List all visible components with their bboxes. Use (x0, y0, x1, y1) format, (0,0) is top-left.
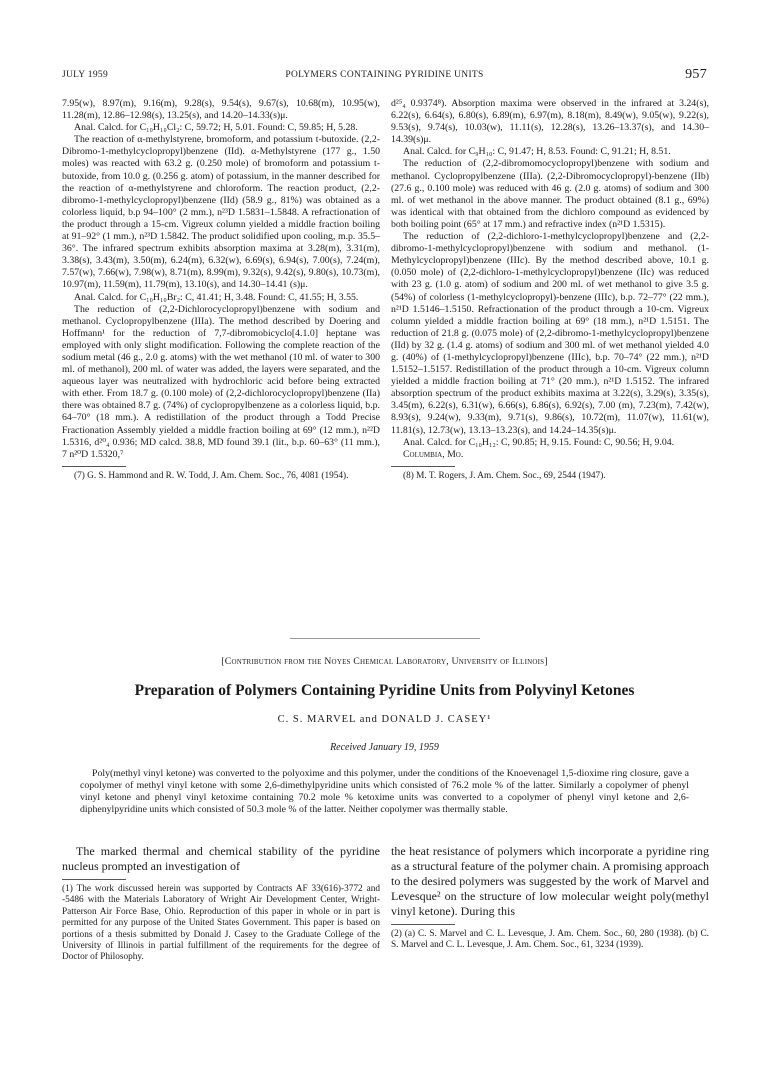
article-title: Preparation of Polymers Containing Pyridine Units from Polyvinyl Ketones (134, 682, 635, 699)
header-date: JULY 1959 (62, 70, 108, 80)
right-column (391, 98, 709, 482)
footnote-1: (1) The work discussed herein was supported by Contracts AF 33(616)-3772 and -5486 with the Materials Laboratory of Wright Air Development Center, Wright-Patterson Air Force Base, Ohio. Reproduction of this paper in whole or in part is permitted for any purpose of the United States Government. This paper is based on portions of a thesis submitted by Donald J. Casey to the Graduate College of the University of Illinois in partial fulfillment of the requirements for the degree of Doctor of Philosophy. (62, 884, 380, 963)
analysis-paragraph: Anal. Calcd. for C₁₀H₁₂: C, 90.85; H, 9.15. Found: C, 90.56; H, 9.04. (403, 436, 675, 448)
abstract: Poly(methyl vinyl ketone) was converted to the polyoxime and this polymer, under the conditions of the Knoevenagel 1,5-dioxime ring closure, gave a copolymer of methyl vinyl ketone with some 2,6-dimethylpyridine units which consisted of 76.2 mole % of the latter. Similarly a copolymer of phenyl vinyl ketone and phenyl vinyl ketoxime containing 70.2 mole % ketoxime units was converted to a copolymer of phenyl vinyl ketone and 2,6-diphenylpyridine units which consisted of 50.3 mole % of the latter. Neither copolymer was thermally stable. (80, 768, 689, 816)
analysis-paragraph: Anal. Calcd. for C₉H₁₀: C, 91.47; H, 8.53. Found: C, 91.21; H, 8.51. (403, 146, 671, 158)
footnote-7: (7) G. S. Hammond and R. W. Todd, J. Am. Chem. Soc., 76, 4081 (1954). (74, 470, 349, 481)
author-line: C. S. MARVEL and DONALD J. CASEY¹ (277, 714, 492, 725)
analysis-paragraph: Anal. Calcd. for C₁₀H₁₀Br₂: C, 41.41; H, 3.48. Found: C, 41.55; H, 3.55. (74, 291, 359, 303)
analysis-paragraph: Anal. Calcd. for C₁₀H₁₀Cl₂: C, 59.72; H, 5.01. Found: C, 59.85; H, 5.28. (74, 122, 358, 134)
body-paragraph: the heat resistance of polymers which incorporate a pyridine ring as a structural feature of the polymer chain. A promising approach to the desired polymers was suggested by the work of Marvel and Levesque² on the structure of low molecular weight poly(methyl vinyl ketone). During this (391, 844, 709, 918)
running-header (62, 67, 707, 84)
ir-data-paragraph: 7.95(w), 8.97(m), 9.16(m), 9.28(s), 9.54(s), 9.67(s), 10.68(m), 10.95(w), 11.28(m), 12.86–12.98(s), 13.25(s), and 14.20–14.33(s)μ. (62, 98, 380, 122)
header-journal-title: POLYMERS CONTAINING PYRIDINE UNITS (285, 70, 484, 80)
footnote-rule (391, 466, 455, 467)
footnote-8: (8) M. T. Rogers, J. Am. Chem. Soc., 69, 2544 (1947). (403, 470, 606, 481)
ir-data-paragraph: d²⁵₄ 0.9374⁸). Absorption maxima were observed in the infrared at 3.24(s), 6.22(s), 6.64(s), 6.80(s), 6.89(m), 6.97(m), 8.18(m), 8.49(w), 9.05(w), 9.22(s), 9.53(s), 9.74(s), 10.03(w), 11.11(s), 12.28(s), 13.26–13.37(s), and 14.30–14.39(s)μ. (391, 98, 709, 146)
body-left-column (62, 844, 380, 964)
footnote-2: (2) (a) C. S. Marvel and C. L. Levesque, J. Am. Chem. Soc., 60, 280 (1938). (b) C. S. Marvel and C. L. Levesque, J. Am. Chem. Soc., 61, 3234 (1939). (391, 929, 709, 951)
left-column (62, 98, 380, 482)
experimental-paragraph: The reduction of (2,2-Dichlorocyclopropyl)benzene with sodium and methanol. Cyclopropylbenzene (IIIa). The method described by Doering and Hoffmann¹ for the reduction of 7,7-dibromobicyclo[4.1.0] heptane was employed with only slight modification. Following the complete reaction of the sodium metal (46 g., 2.0 g. atoms) with the wet methanol (10 ml. of water to 300 ml. of methanol), 200 ml. of water was added, the layers were separated, and the aqueous layer was neutralized with hydrochloric acid before being extracted with ether. From 18.7 g. (0.100 mole) of (2,2-dichlorocyclopropyl)benzene (IIa) there was obtained 8.7 g. (74%) of cyclopropylbenzene as a colorless liquid, b.p. 64–70° (18 mm.). A redistillation of the product through a Todd Precise Fractionation Assembly yielded a middle fraction boiling at 69° (12 mm.), n²²D 1.5316, d²⁰₄ 0.936; MD calcd. 38.8, MD found 39.1 (lit., b.p. 60–63° (11 mm.), 7 n²⁰D 1.5320,⁷ (62, 303, 380, 460)
received-date: Received January 19, 1959 (330, 742, 439, 753)
body-paragraph: The marked thermal and chemical stability of the pyridine nucleus prompted an investigation of (62, 844, 380, 873)
body-right-column (391, 844, 709, 952)
contribution-line: [Contribution from the Noyes Chemical Laboratory, University of Illinois] (221, 656, 548, 667)
dateline: Columbia, Mo. (403, 448, 464, 460)
experimental-paragraph: The reduction of (2,2-dibromomocyclopropyl)benzene with sodium and methanol. Cyclopropylbenzene (IIIa). (2,2-Dibromocyclopropyl)-benzene (IIb) (27.6 g., 0.100 mole) was reduced with 46 g. (2.0 g. atoms) of sodium and 300 ml. of wet methanol in the above manner. The product obtained (8.1 g., 69%) was identical with that obtained from the dichloro compound as evidenced by both boiling point (65° at 17 mm.) and refractive index (n²¹D 1.5315). (391, 158, 709, 230)
experimental-paragraph: The reduction of (2,2-dichloro-1-methylcyclopropyl)benzene and (2,2-dibromo-1-methylcyclopropyl)benzene with sodium and methanol. (1-Methylcyclopropyl)benzene (IIIc). By the method described above, 10.1 g. (0.050 mole) of (2,2-dichloro-1-methylcyclopropyl)benzene (IIc) was reduced with 23 g. (1.0 g. atom) of sodium and 200 ml. of wet methanol to give 3.5 g. (54%) of colorless (1-methylcyclopropyl)-benzene (IIIc), b.p. 72–77° (22 mm.), n²¹D 1.5146–1.5150. Refractionation of the product through a 10-cm. Vigreux column yielded a middle fraction boiling at 69° (18 mm.), n²¹D 1.5151. The reduction of 21.8 g. (0.075 mole) of (2,2-dibromo-1-methylcyclopropyl)benzene (IId) by 32 g. (1.4 g. atoms) of sodium and 300 ml. of wet methanol yielded 4.0 g. (40%) of (1-methylcyclopropyl)benzene (IIIc), b.p. 70–74° (22 mm.), n²¹D 1.5152–1.5157. Redistillation of the product through a 10-cm. Vigreux column yielded a middle fraction boiling at 71° (20 mm.), n²¹D 1.5152. The infrared absorption spectrum of the product exhibits maxima at 3.22(s), 3.29(s), 3.35(s), 3.45(m), 6.22(s), 6.31(w), 6.66(s), 6.86(s), 6.92(s), 7.00 (m), 7.23(m), 7.42(w), 8.93(s), 9.24(w), 9.33(m), 9.71(s), 9.86(s), 10.72(m), 11.07(w), 11.61(w), 11.81(s), 12.73(w), 13.13–13.23(s), and 14.24–14.35(s)μ. (391, 231, 709, 436)
footnote-rule (62, 879, 126, 880)
footnote-rule (391, 924, 455, 925)
page-number: 957 (685, 67, 707, 82)
article-divider (290, 638, 480, 639)
footnote-rule (62, 466, 126, 467)
experimental-paragraph: The reaction of α-methylstyrene, bromoform, and potassium t-butoxide. (2,2-Dibromo-1-methylcyclopropyl)benzene (IId). α-Methylstyrene (177 g., 1.50 moles) was reacted with 63.2 g. (0.250 mole) of bromoform and potassium t-butoxide, from 10.0 g. (0.256 g. atom) of potassium, in the manner described for the reaction of α-methylstyrene and chloroform. The reaction product, (2,2-dibromo-1-methylcyclopropyl)benzene (IId) (58.9 g., 81%) was obtained as a colorless liquid, b.p 94–100° (2 mm.), n²³D 1.5831–1.5848. A refractionation of the product through a 15-cm. Vigreux column yielded a middle fraction boiling at 91–92° (1 mm.), n²³D 1.5842. The product solidified upon cooling, m.p. 35.5–36°. The infrared spectrum exhibits absorption maxima at 3.28(m), 3.31(m), 3.38(s), 3.43(m), 3.50(m), 6.24(m), 6.32(w), 6.69(s), 6.94(s), 7.00(s), 7.24(m), 7.57(w), 7.66(w), 7.98(w), 8.71(m), 8.99(m), 9.32(s), 9.42(s), 9.80(s), 10.73(m), 10.97(m), 11.59(m), 11.79(m), 13.10(s), and 14.30–14.41 (s)μ. (62, 134, 380, 291)
